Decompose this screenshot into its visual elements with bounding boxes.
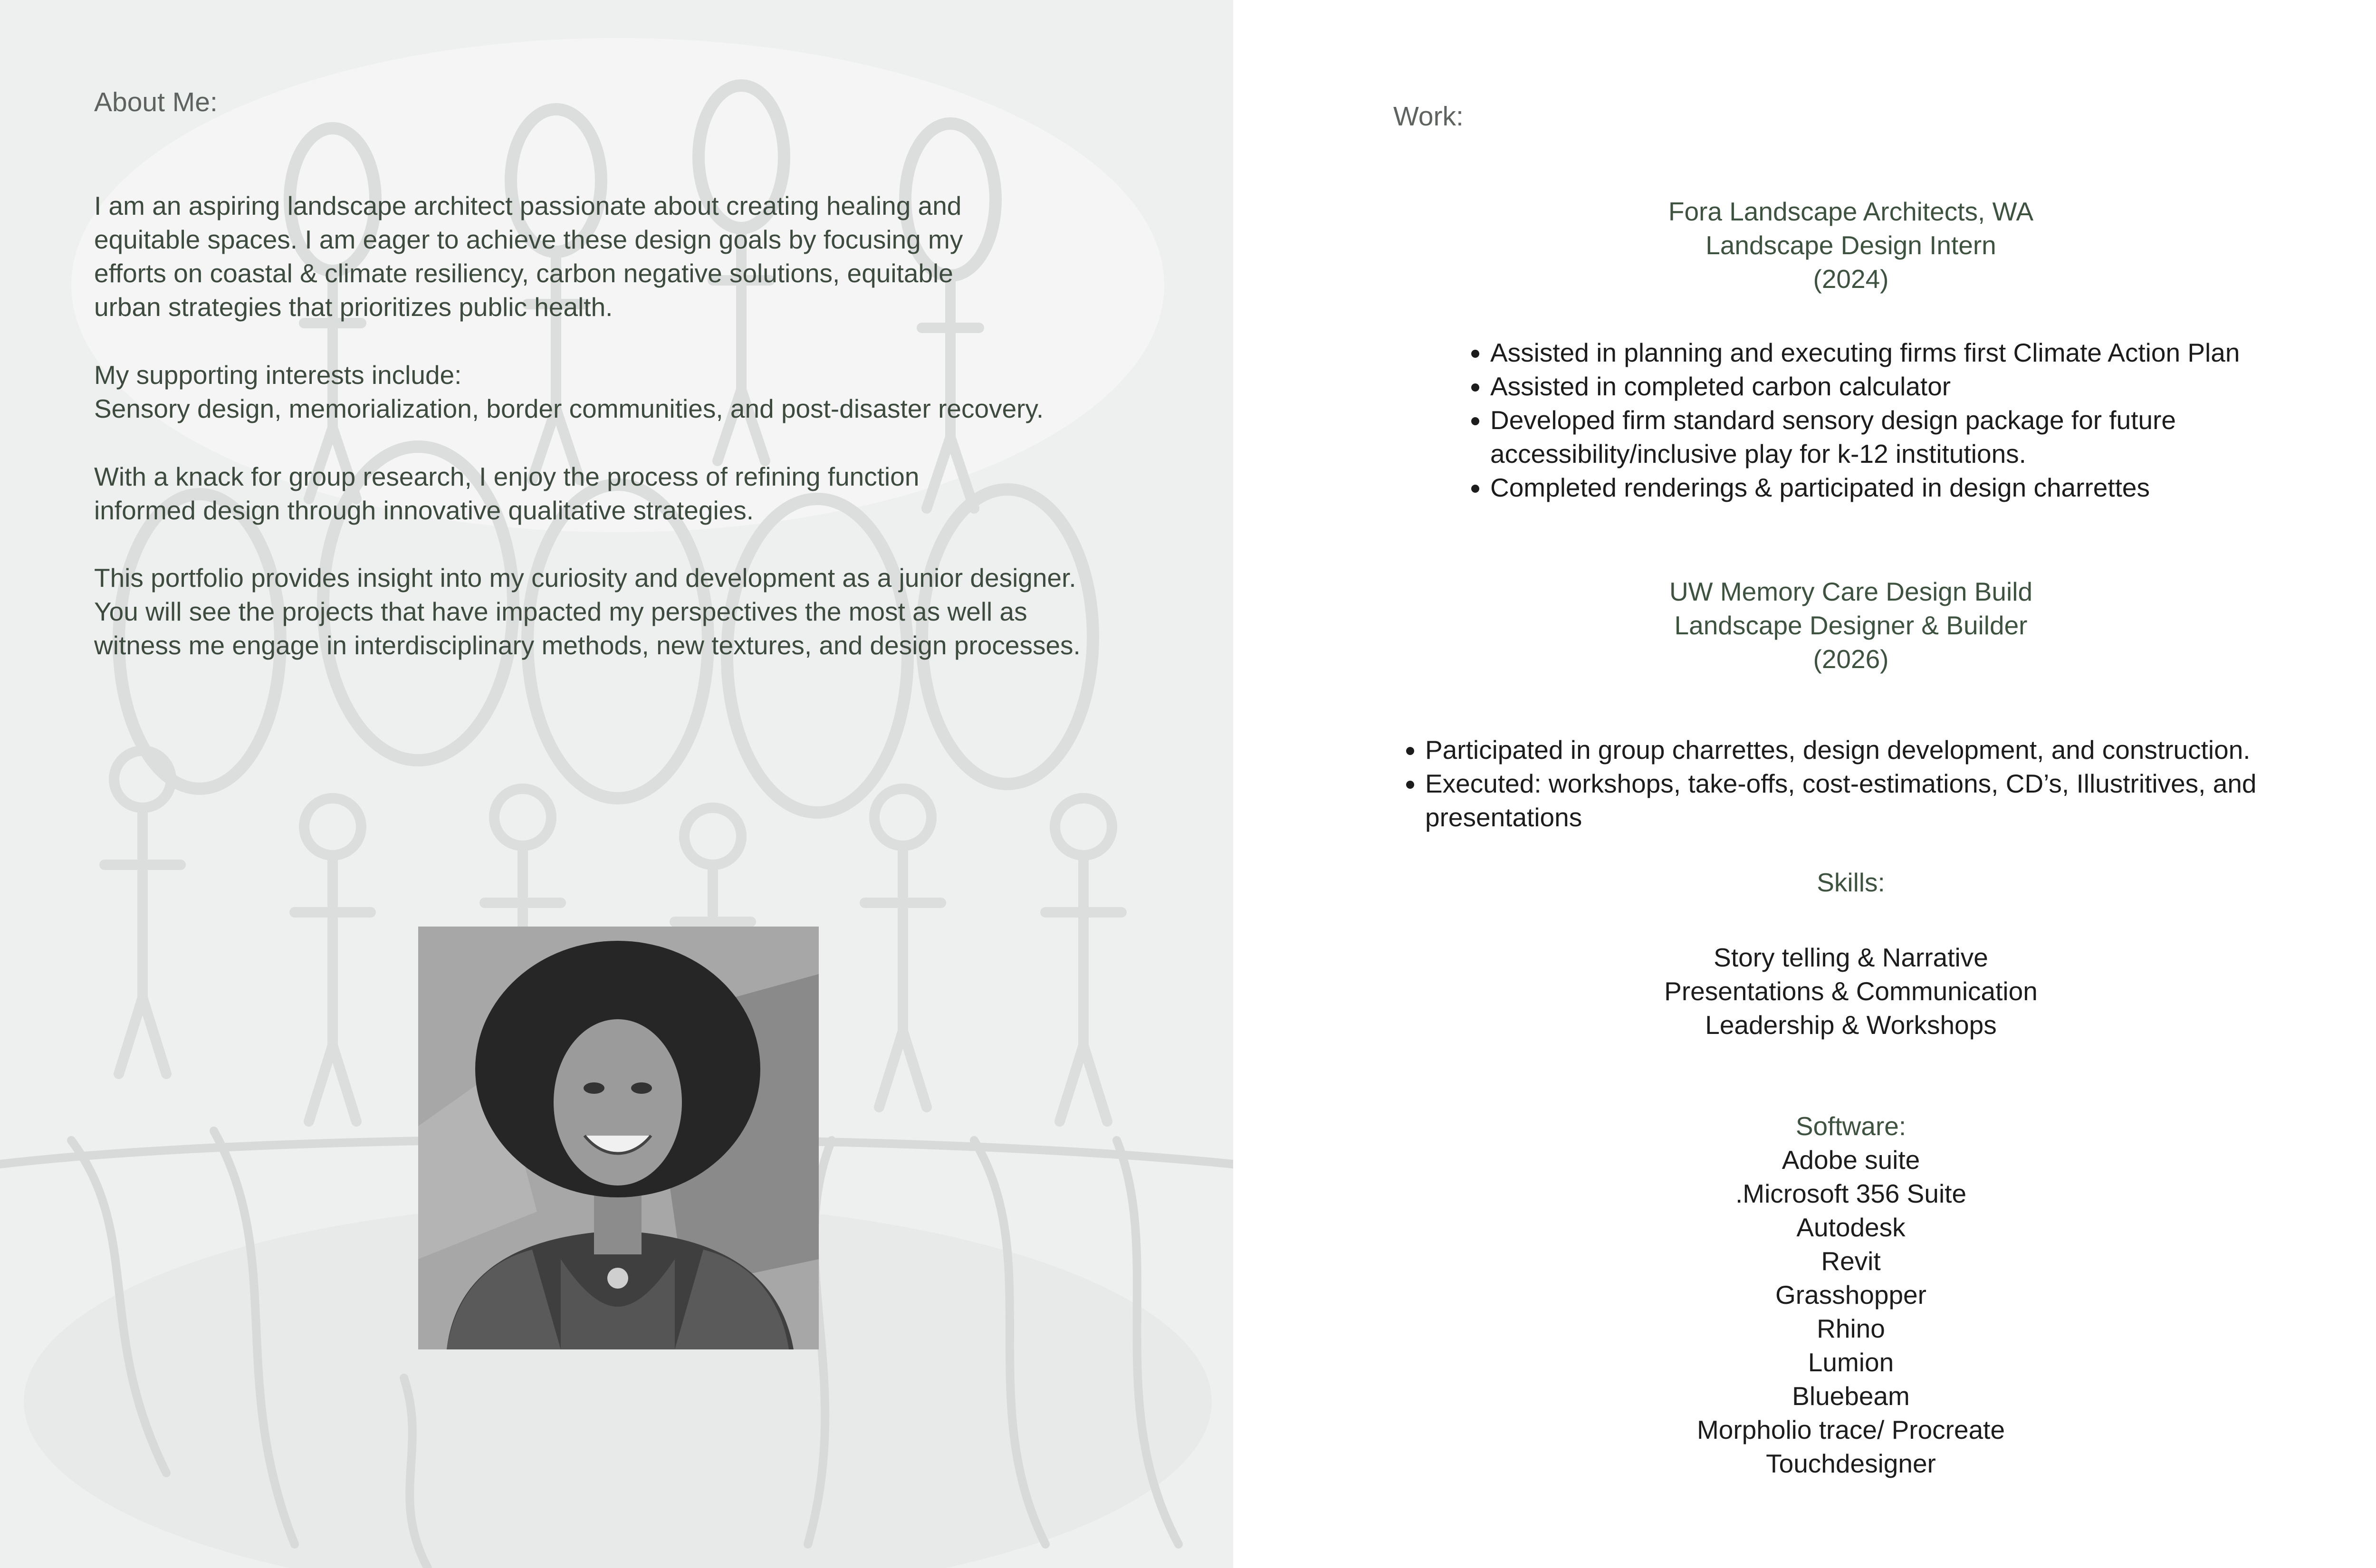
about-title: About Me: xyxy=(94,87,218,117)
list-item: • Participated in group charrettes, design development, and construction. xyxy=(1425,733,2366,767)
skills-list xyxy=(1566,941,2136,1042)
about-paragraph-portfolio: This portfolio provides insight into my curiosity and development as a junior designer. You will see the projects that have impacted my perspectives the most as well as witness me engage in interdisciplinary methods, new textures, and design processes. xyxy=(94,563,1081,660)
skill-item: Story telling & Narrative xyxy=(1714,943,1988,972)
skill-item: Presentations & Communication xyxy=(1664,976,2038,1006)
job-bullets-uw xyxy=(1390,733,2366,834)
software-item: Touchdesigner xyxy=(1766,1449,1936,1478)
work-title: Work: xyxy=(1393,101,1464,132)
software-list xyxy=(1566,1143,2136,1481)
right-page xyxy=(1233,0,2376,1568)
about-paragraph-intro: I am an aspiring landscape architect passionate about creating healing and equitable spaces. I am eager to achieve these design goals by focusing my efforts on coastal & climate resiliency, carbon negative solutions, equitable urban strategies that prioritizes public health. xyxy=(94,191,963,322)
list-item: • Assisted in completed carbon calculator xyxy=(1490,370,2376,403)
list-item: • Assisted in planning and executing firms first Climate Action Plan xyxy=(1490,336,2376,370)
software-item: Adobe suite xyxy=(1782,1145,1920,1175)
job-role: Landscape Design Intern xyxy=(1705,230,1996,260)
skills-title: Skills: xyxy=(1817,868,1885,897)
list-item: • Executed: workshops, take-offs, cost-estimations, CD’s, Illustritives, and presentations xyxy=(1425,767,2366,834)
software-item: Rhino xyxy=(1817,1314,1885,1343)
list-item: • Developed firm standard sensory design package for future accessibility/inclusive play for k-12 institutions. xyxy=(1490,403,2376,471)
software-item: .Microsoft 356 Suite xyxy=(1735,1179,1967,1208)
job-year: (2024) xyxy=(1813,264,1889,294)
software-item: Grasshopper xyxy=(1775,1280,1926,1310)
job-role: Landscape Designer & Builder xyxy=(1674,611,2028,640)
job-bullets-fora xyxy=(1455,336,2376,505)
portrait-photo xyxy=(418,927,819,1349)
software-item: Morpholio trace/ Procreate xyxy=(1696,1415,2005,1444)
software-item: Bluebeam xyxy=(1792,1381,1910,1411)
list-item: • Completed renderings & participated in design charrettes xyxy=(1490,471,2376,505)
about-paragraph-interests: My supporting interests include: Sensory design, memorialization, border communities, and post-disaster recovery. xyxy=(94,360,1044,423)
software-item: Autodesk xyxy=(1796,1213,1906,1242)
software-title: Software: xyxy=(1795,1111,1907,1141)
job-company: UW Memory Care Design Build xyxy=(1669,577,2033,606)
job-year: (2026) xyxy=(1813,644,1889,674)
software-item: Revit xyxy=(1821,1246,1881,1276)
skill-item: Leadership & Workshops xyxy=(1705,1010,1997,1040)
job-company: Fora Landscape Architects, WA xyxy=(1668,197,2034,226)
job-header-uw xyxy=(1566,575,2136,676)
software-section xyxy=(1566,1109,2136,1481)
about-paragraph-research: With a knack for group research, I enjoy the process of refining function informed design through innovative qualitative strategies. xyxy=(94,462,920,525)
software-item: Lumion xyxy=(1808,1348,1894,1377)
job-header-fora xyxy=(1566,195,2136,296)
